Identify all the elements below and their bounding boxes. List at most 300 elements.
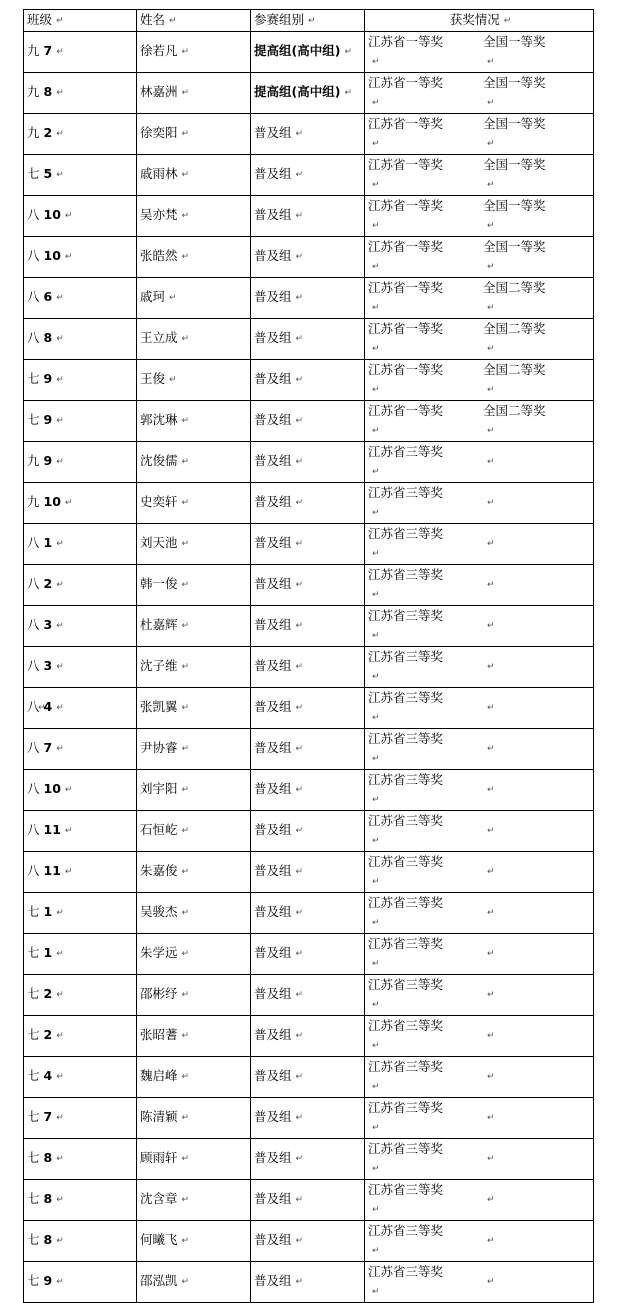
paragraph-mark: ↵ bbox=[344, 46, 352, 57]
award-split bbox=[365, 319, 593, 359]
award-cell bbox=[365, 1261, 594, 1302]
paragraph-mark: ↵ bbox=[56, 743, 64, 754]
student-name: 邵彬纾 bbox=[140, 986, 178, 1002]
student-name-cell bbox=[137, 933, 251, 974]
group-text: 普及组 bbox=[254, 494, 292, 510]
grade-text: 八 bbox=[27, 535, 40, 551]
paragraph-mark: ↵ bbox=[295, 210, 304, 221]
paragraph-mark: ↵ bbox=[56, 15, 64, 26]
provincial-award-wrap bbox=[365, 975, 483, 1015]
student-name: 魏启峰 bbox=[140, 1068, 178, 1084]
paragraph-mark: ↵ bbox=[372, 999, 380, 1010]
student-name-cell bbox=[137, 687, 251, 728]
class-number: 8 bbox=[43, 84, 53, 100]
paragraph-mark: ↵ bbox=[295, 456, 304, 467]
group-cell bbox=[251, 1138, 365, 1179]
class-cell bbox=[24, 769, 137, 810]
group-cell bbox=[251, 72, 365, 113]
class-cell bbox=[24, 564, 137, 605]
class-cell bbox=[24, 400, 137, 441]
group-cell bbox=[251, 113, 365, 154]
paragraph-mark: ↵ bbox=[56, 374, 64, 385]
paragraph-mark: ↵ bbox=[487, 866, 495, 877]
class-number: 8 bbox=[43, 330, 53, 346]
student-name: 张昭蓍 bbox=[140, 1027, 178, 1043]
paragraph-mark: ↵ bbox=[181, 128, 190, 139]
paragraph-mark: ↵ bbox=[64, 497, 73, 508]
paragraph-mark: ↵ bbox=[372, 1204, 380, 1215]
class-cell bbox=[24, 646, 137, 687]
group-cell bbox=[251, 851, 365, 892]
provincial-award-wrap bbox=[365, 1057, 483, 1097]
national-award-wrap bbox=[483, 32, 593, 72]
group-cell bbox=[251, 1179, 365, 1220]
class-number: 2 bbox=[43, 1027, 53, 1043]
paragraph-mark: ↵ bbox=[487, 343, 495, 354]
student-name-cell bbox=[137, 195, 251, 236]
grade-text: 七 bbox=[27, 1109, 40, 1125]
student-name-cell bbox=[137, 1056, 251, 1097]
student-name: 陈清颖 bbox=[140, 1109, 178, 1125]
provincial-award-wrap bbox=[365, 483, 483, 523]
provincial-award-wrap bbox=[365, 196, 483, 236]
grade-text: 七 bbox=[27, 904, 40, 920]
provincial-award: 江苏省三等奖 bbox=[368, 1263, 444, 1279]
student-name: 沈含章 bbox=[140, 1191, 178, 1207]
award-cell bbox=[365, 31, 594, 72]
paragraph-mark: ↵ bbox=[181, 620, 190, 631]
paragraph-mark: ↵ bbox=[487, 661, 495, 672]
student-name-cell bbox=[137, 1220, 251, 1261]
table-row bbox=[24, 1015, 594, 1056]
student-name-cell bbox=[137, 359, 251, 400]
award-split bbox=[365, 155, 593, 195]
paragraph-mark: ↵ bbox=[181, 415, 190, 426]
national-award-wrap bbox=[483, 698, 593, 718]
paragraph-mark: ↵ bbox=[372, 835, 380, 846]
grade-text: 八 bbox=[27, 248, 40, 264]
class-number: 3 bbox=[43, 658, 53, 674]
paragraph-mark: ↵ bbox=[56, 989, 64, 1000]
paragraph-mark: ↵ bbox=[295, 743, 304, 754]
national-award-wrap bbox=[483, 196, 593, 236]
group-text: 提高组(高中组) bbox=[254, 43, 341, 59]
grade-text: 七 bbox=[27, 1150, 40, 1166]
header-group-cell bbox=[251, 10, 365, 32]
paragraph-mark: ↵ bbox=[56, 415, 64, 426]
award-split bbox=[365, 565, 593, 605]
table-row bbox=[24, 646, 594, 687]
group-text: 普及组 bbox=[254, 330, 292, 346]
header-row bbox=[24, 10, 594, 32]
national-award: 全国二等奖 bbox=[483, 361, 546, 377]
header-class: 班级 bbox=[27, 12, 53, 27]
provincial-award: 江苏省一等奖 bbox=[368, 33, 444, 49]
paragraph-mark: ↵ bbox=[487, 1153, 495, 1164]
national-award: 全国二等奖 bbox=[483, 402, 546, 418]
grade-text: 七 bbox=[27, 412, 40, 428]
table-row bbox=[24, 195, 594, 236]
table-row bbox=[24, 31, 594, 72]
paragraph-mark: ↵ bbox=[487, 1030, 495, 1041]
provincial-award: 江苏省一等奖 bbox=[368, 402, 444, 418]
class-cell bbox=[24, 113, 137, 154]
class-cell bbox=[24, 892, 137, 933]
national-award-wrap bbox=[483, 1231, 593, 1251]
student-name-cell bbox=[137, 1138, 251, 1179]
group-text: 普及组 bbox=[254, 1109, 292, 1125]
class-number: 6 bbox=[43, 289, 53, 305]
paragraph-mark: ↵ bbox=[372, 384, 380, 395]
class-cell bbox=[24, 523, 137, 564]
grade-text: 七 bbox=[27, 986, 40, 1002]
paragraph-mark: ↵ bbox=[372, 548, 380, 559]
class-number: 1 bbox=[43, 904, 53, 920]
paragraph-mark: ↵ bbox=[181, 497, 190, 508]
class-number: 11 bbox=[43, 863, 61, 879]
student-name: 张皓然 bbox=[140, 248, 178, 264]
class-number: 9 bbox=[43, 1273, 53, 1289]
class-cell bbox=[24, 1261, 137, 1302]
group-cell bbox=[251, 974, 365, 1015]
end-paragraph-mark: ↵ bbox=[38, 703, 46, 713]
paragraph-mark: ↵ bbox=[503, 15, 512, 26]
group-text: 普及组 bbox=[254, 945, 292, 961]
paragraph-mark: ↵ bbox=[56, 661, 64, 672]
student-name-cell bbox=[137, 400, 251, 441]
table-row bbox=[24, 564, 594, 605]
award-cell bbox=[365, 1179, 594, 1220]
provincial-award: 江苏省三等奖 bbox=[368, 935, 444, 951]
paragraph-mark: ↵ bbox=[487, 1194, 495, 1205]
grade-text: 七 bbox=[27, 1191, 40, 1207]
student-name: 何曦飞 bbox=[140, 1232, 178, 1248]
group-text: 普及组 bbox=[254, 1150, 292, 1166]
group-text: 普及组 bbox=[254, 1232, 292, 1248]
paragraph-mark: ↵ bbox=[308, 15, 316, 26]
table-row bbox=[24, 974, 594, 1015]
provincial-award-wrap bbox=[365, 893, 483, 933]
award-cell bbox=[365, 482, 594, 523]
class-cell bbox=[24, 851, 137, 892]
group-cell bbox=[251, 277, 365, 318]
award-cell bbox=[365, 1015, 594, 1056]
paragraph-mark: ↵ bbox=[487, 425, 495, 436]
header-name-cell bbox=[137, 10, 251, 32]
student-name-cell bbox=[137, 523, 251, 564]
paragraph-mark: ↵ bbox=[487, 56, 495, 67]
table-row bbox=[24, 318, 594, 359]
paragraph-mark: ↵ bbox=[295, 661, 304, 672]
provincial-award: 江苏省一等奖 bbox=[368, 197, 444, 213]
student-name: 郭沈琳 bbox=[140, 412, 178, 428]
provincial-award-wrap bbox=[365, 688, 483, 728]
paragraph-mark: ↵ bbox=[295, 497, 304, 508]
class-number: 4 bbox=[43, 699, 53, 715]
student-name-cell bbox=[137, 605, 251, 646]
national-award-wrap bbox=[483, 657, 593, 677]
class-cell bbox=[24, 810, 137, 851]
national-award: 全国一等奖 bbox=[483, 33, 546, 49]
provincial-award: 江苏省三等奖 bbox=[368, 443, 444, 459]
student-name-cell bbox=[137, 564, 251, 605]
provincial-award-wrap bbox=[365, 729, 483, 769]
paragraph-mark: ↵ bbox=[372, 589, 380, 600]
table-row bbox=[24, 687, 594, 728]
provincial-award: 江苏省一等奖 bbox=[368, 74, 444, 90]
paragraph-mark: ↵ bbox=[181, 1235, 190, 1246]
paragraph-mark: ↵ bbox=[295, 907, 304, 918]
class-number: 8 bbox=[43, 1232, 53, 1248]
paragraph-mark: ↵ bbox=[295, 1194, 304, 1205]
award-cell bbox=[365, 400, 594, 441]
paragraph-mark: ↵ bbox=[295, 538, 304, 549]
class-number: 5 bbox=[43, 166, 53, 182]
paragraph-mark: ↵ bbox=[56, 1030, 64, 1041]
paragraph-mark: ↵ bbox=[181, 907, 190, 918]
provincial-award: 江苏省三等奖 bbox=[368, 1181, 444, 1197]
paragraph-mark: ↵ bbox=[56, 333, 64, 344]
award-split bbox=[365, 893, 593, 933]
provincial-award-wrap bbox=[365, 1098, 483, 1138]
paragraph-mark: ↵ bbox=[372, 917, 380, 928]
student-name: 戚珂 bbox=[140, 289, 166, 305]
provincial-award-wrap bbox=[365, 319, 483, 359]
class-cell bbox=[24, 359, 137, 400]
paragraph-mark: ↵ bbox=[181, 46, 190, 57]
group-cell bbox=[251, 728, 365, 769]
paragraph-mark: ↵ bbox=[372, 753, 380, 764]
provincial-award: 江苏省一等奖 bbox=[368, 320, 444, 336]
provincial-award: 江苏省三等奖 bbox=[368, 771, 444, 787]
table-row bbox=[24, 769, 594, 810]
grade-text: 八 bbox=[27, 781, 40, 797]
award-split bbox=[365, 647, 593, 687]
grade-text: 八 bbox=[27, 617, 40, 633]
provincial-award: 江苏省三等奖 bbox=[368, 853, 444, 869]
student-name-cell bbox=[137, 1261, 251, 1302]
award-table bbox=[23, 9, 594, 1303]
table-row bbox=[24, 851, 594, 892]
provincial-award-wrap bbox=[365, 1016, 483, 1056]
award-cell bbox=[365, 1056, 594, 1097]
grade-text: 七 bbox=[27, 945, 40, 961]
student-name-cell bbox=[137, 646, 251, 687]
group-cell bbox=[251, 687, 365, 728]
grade-text: 九 bbox=[27, 84, 40, 100]
paragraph-mark: ↵ bbox=[487, 138, 495, 149]
group-cell bbox=[251, 400, 365, 441]
paragraph-mark: ↵ bbox=[181, 1194, 190, 1205]
group-cell bbox=[251, 769, 365, 810]
table-body bbox=[24, 10, 594, 1303]
national-award-wrap bbox=[483, 1108, 593, 1128]
national-award-wrap bbox=[483, 575, 593, 595]
award-cell bbox=[365, 769, 594, 810]
grade-text: 七 bbox=[27, 1068, 40, 1084]
paragraph-mark: ↵ bbox=[295, 1235, 304, 1246]
grade-text: 九 bbox=[27, 43, 40, 59]
paragraph-mark: ↵ bbox=[181, 1112, 190, 1123]
group-cell bbox=[251, 523, 365, 564]
national-award-wrap bbox=[483, 739, 593, 759]
award-cell bbox=[365, 646, 594, 687]
table-row bbox=[24, 359, 594, 400]
group-cell bbox=[251, 154, 365, 195]
paragraph-mark: ↵ bbox=[56, 1194, 64, 1205]
student-name: 沈俊儒 bbox=[140, 453, 178, 469]
paragraph-mark: ↵ bbox=[56, 1071, 64, 1082]
paragraph-mark: ↵ bbox=[295, 415, 304, 426]
student-name: 王俊 bbox=[140, 371, 166, 387]
student-name: 尹协睿 bbox=[140, 740, 178, 756]
class-number: 2 bbox=[43, 125, 53, 141]
paragraph-mark: ↵ bbox=[181, 784, 190, 795]
student-name: 张凯翼 bbox=[140, 699, 178, 715]
student-name: 刘天池 bbox=[140, 535, 178, 551]
national-award-wrap bbox=[483, 534, 593, 554]
paragraph-mark: ↵ bbox=[295, 702, 304, 713]
paragraph-mark: ↵ bbox=[181, 87, 190, 98]
paragraph-mark: ↵ bbox=[372, 1040, 380, 1051]
student-name: 朱嘉俊 bbox=[140, 863, 178, 879]
award-cell bbox=[365, 72, 594, 113]
paragraph-mark: ↵ bbox=[295, 579, 304, 590]
grade-text: 八 bbox=[27, 576, 40, 592]
paragraph-mark: ↵ bbox=[64, 866, 73, 877]
paragraph-mark: ↵ bbox=[372, 794, 380, 805]
paragraph-mark: ↵ bbox=[372, 1245, 380, 1256]
paragraph-mark: ↵ bbox=[56, 702, 64, 713]
provincial-award: 江苏省一等奖 bbox=[368, 279, 444, 295]
national-award-wrap bbox=[483, 985, 593, 1005]
award-split bbox=[365, 934, 593, 974]
award-cell bbox=[365, 933, 594, 974]
grade-text: 九 bbox=[27, 494, 40, 510]
student-name: 朱学远 bbox=[140, 945, 178, 961]
class-cell bbox=[24, 72, 137, 113]
award-split bbox=[365, 606, 593, 646]
award-cell bbox=[365, 974, 594, 1015]
provincial-award-wrap bbox=[365, 114, 483, 154]
national-award-wrap bbox=[483, 493, 593, 513]
student-name-cell bbox=[137, 113, 251, 154]
award-cell bbox=[365, 359, 594, 400]
table-row bbox=[24, 1056, 594, 1097]
student-name-cell bbox=[137, 154, 251, 195]
national-award-wrap bbox=[483, 1067, 593, 1087]
group-text: 普及组 bbox=[254, 699, 292, 715]
group-text: 普及组 bbox=[254, 986, 292, 1002]
award-split bbox=[365, 278, 593, 318]
national-award-wrap bbox=[483, 401, 593, 441]
provincial-award-wrap bbox=[365, 1262, 483, 1302]
paragraph-mark: ↵ bbox=[295, 866, 304, 877]
student-name: 石恒屹 bbox=[140, 822, 178, 838]
grade-text: 八 bbox=[27, 740, 40, 756]
national-award-wrap bbox=[483, 319, 593, 359]
award-cell bbox=[365, 154, 594, 195]
award-cell bbox=[365, 605, 594, 646]
provincial-award: 江苏省三等奖 bbox=[368, 1099, 444, 1115]
provincial-award: 江苏省三等奖 bbox=[368, 484, 444, 500]
award-split bbox=[365, 114, 593, 154]
paragraph-mark: ↵ bbox=[181, 1153, 190, 1164]
group-text: 普及组 bbox=[254, 1068, 292, 1084]
award-cell bbox=[365, 1097, 594, 1138]
provincial-award: 江苏省三等奖 bbox=[368, 607, 444, 623]
header-group: 参赛组别 bbox=[254, 12, 305, 27]
national-award-wrap bbox=[483, 237, 593, 277]
class-cell bbox=[24, 154, 137, 195]
award-split bbox=[365, 1180, 593, 1220]
group-cell bbox=[251, 892, 365, 933]
national-award-wrap bbox=[483, 821, 593, 841]
paragraph-mark: ↵ bbox=[487, 179, 495, 190]
student-name-cell bbox=[137, 974, 251, 1015]
national-award-wrap bbox=[483, 1026, 593, 1046]
student-name-cell bbox=[137, 236, 251, 277]
group-cell bbox=[251, 646, 365, 687]
paragraph-mark: ↵ bbox=[487, 97, 495, 108]
header-award-cell bbox=[365, 10, 594, 32]
paragraph-mark: ↵ bbox=[372, 958, 380, 969]
paragraph-mark: ↵ bbox=[181, 661, 190, 672]
class-cell bbox=[24, 1220, 137, 1261]
table-row bbox=[24, 441, 594, 482]
class-number: 9 bbox=[43, 371, 53, 387]
paragraph-mark: ↵ bbox=[181, 579, 190, 590]
paragraph-mark: ↵ bbox=[487, 497, 495, 508]
award-cell bbox=[365, 851, 594, 892]
award-split bbox=[365, 688, 593, 728]
class-number: 1 bbox=[43, 945, 53, 961]
student-name: 邵泓凯 bbox=[140, 1273, 178, 1289]
award-split bbox=[365, 196, 593, 236]
provincial-award-wrap bbox=[365, 360, 483, 400]
provincial-award: 江苏省一等奖 bbox=[368, 361, 444, 377]
national-award: 全国一等奖 bbox=[483, 115, 546, 131]
paragraph-mark: ↵ bbox=[487, 743, 495, 754]
paragraph-mark: ↵ bbox=[487, 1276, 495, 1287]
provincial-award-wrap bbox=[365, 442, 483, 482]
paragraph-mark: ↵ bbox=[295, 1112, 304, 1123]
award-cell bbox=[365, 441, 594, 482]
paragraph-mark: ↵ bbox=[169, 15, 177, 26]
award-cell bbox=[365, 564, 594, 605]
award-split bbox=[365, 1139, 593, 1179]
provincial-award-wrap bbox=[365, 565, 483, 605]
student-name: 戚雨林 bbox=[140, 166, 178, 182]
group-cell bbox=[251, 1261, 365, 1302]
award-split bbox=[365, 1221, 593, 1261]
national-award-wrap bbox=[483, 616, 593, 636]
group-text: 普及组 bbox=[254, 207, 292, 223]
table-row bbox=[24, 1179, 594, 1220]
provincial-award: 江苏省三等奖 bbox=[368, 1222, 444, 1238]
provincial-award: 江苏省三等奖 bbox=[368, 525, 444, 541]
paragraph-mark: ↵ bbox=[181, 210, 190, 221]
paragraph-mark: ↵ bbox=[487, 1112, 495, 1123]
class-cell bbox=[24, 195, 137, 236]
paragraph-mark: ↵ bbox=[56, 169, 64, 180]
award-cell bbox=[365, 687, 594, 728]
class-number: 7 bbox=[43, 740, 53, 756]
paragraph-mark: ↵ bbox=[344, 87, 352, 98]
grade-text: 八 bbox=[27, 658, 40, 674]
group-text: 普及组 bbox=[254, 658, 292, 674]
student-name: 吴亦梵 bbox=[140, 207, 178, 223]
